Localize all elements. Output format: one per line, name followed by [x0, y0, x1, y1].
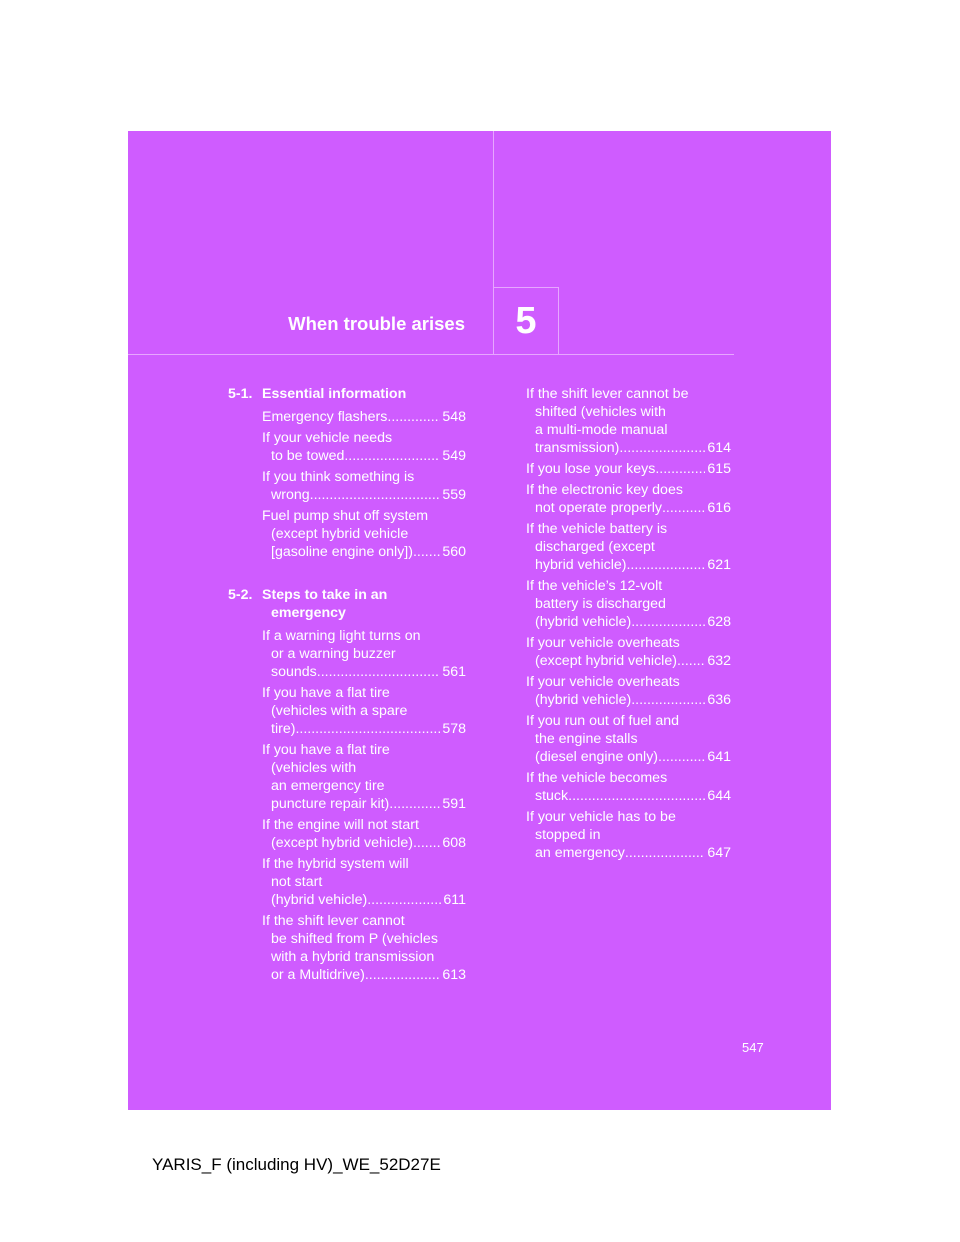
toc-entry-text: with a hybrid transmission — [271, 949, 435, 965]
toc-entry[interactable] — [526, 769, 731, 805]
toc-entry[interactable] — [262, 468, 466, 504]
toc-entry[interactable] — [262, 408, 466, 426]
toc-entry-text: If you have a flat tire — [262, 685, 390, 701]
horizontal-rule — [128, 354, 734, 355]
toc-entry-last-line — [526, 439, 731, 457]
toc-entry[interactable] — [262, 627, 466, 681]
toc-entry-text: a multi-mode manual — [535, 422, 668, 438]
toc-entry-text: shifted (vehicles with — [535, 404, 666, 420]
toc-entry-text: hybrid vehicle) — [535, 557, 627, 573]
section-heading — [228, 385, 466, 403]
chapter-panel — [128, 131, 831, 1110]
toc-entry[interactable] — [526, 577, 731, 631]
toc-right-column — [526, 385, 731, 865]
toc-entry-text: the engine stalls — [535, 731, 638, 747]
toc-page-number: 608 — [442, 835, 466, 851]
section-number: 5-2. — [228, 587, 253, 603]
toc-entry-text: (except hybrid vehicle) — [535, 653, 677, 669]
dot-leader — [413, 834, 440, 852]
footer-document-id: YARIS_F (including HV)_WE_52D27E — [152, 1155, 441, 1174]
toc-entry-last-line — [262, 891, 466, 909]
toc-entry-text: If you run out of fuel and — [526, 713, 680, 729]
toc-entry-last-line — [262, 543, 466, 561]
toc-left-column — [228, 385, 466, 987]
toc-entry-text: If the electronic key does — [526, 482, 683, 498]
toc-entry-last-line — [526, 499, 731, 517]
toc-entry[interactable] — [526, 460, 731, 478]
toc-entry-text: puncture repair kit) — [271, 796, 390, 812]
dot-leader — [310, 486, 441, 504]
toc-page-number: 548 — [442, 409, 466, 425]
toc-entry-last-line — [262, 720, 466, 738]
toc-entry-last-line — [526, 652, 731, 670]
toc-entry-last-line — [526, 844, 731, 862]
toc-page-number: 647 — [707, 845, 731, 861]
dot-leader — [329, 663, 441, 681]
toc-entry-text: (hybrid vehicle) — [535, 692, 632, 708]
toc-entry-last-line — [526, 787, 731, 805]
toc-entry-text: If the hybrid system will — [262, 856, 409, 872]
toc-entry-text: an emergency tire — [271, 778, 385, 794]
toc-entry-last-line — [262, 795, 466, 813]
dot-leader — [295, 720, 440, 738]
dot-leader — [677, 652, 705, 670]
section-heading — [228, 586, 466, 622]
toc-entry-text: If you think something is — [262, 469, 415, 485]
toc-entry-text: stopped in — [535, 827, 601, 843]
toc-entry-text: an emergency — [535, 845, 625, 861]
toc-entry-last-line — [526, 748, 731, 766]
section-title — [262, 385, 466, 403]
toc-entry-last-line — [526, 460, 731, 478]
toc-entry-text: wrong — [271, 487, 310, 503]
section-title-line: Essential information — [262, 386, 407, 402]
toc-page-number: 613 — [442, 967, 466, 983]
toc-entry-last-line — [262, 486, 466, 504]
section-title-line: Steps to take in an — [262, 587, 388, 603]
section-entries — [228, 627, 466, 984]
toc-entry[interactable] — [526, 385, 731, 457]
toc-entry[interactable] — [526, 520, 731, 574]
dot-leader — [631, 613, 705, 631]
toc-page-number: 628 — [707, 614, 731, 630]
toc-entry-text: If the vehicle’s 12-volt — [526, 578, 663, 594]
toc-entry-last-line — [526, 691, 731, 709]
toc-entry-text: (diesel engine only) — [535, 749, 659, 765]
toc-entry-last-line — [262, 834, 466, 852]
section-entries — [526, 385, 731, 862]
toc-entry-text: If your vehicle overheats — [526, 674, 680, 690]
section-number: 5-1. — [228, 386, 253, 402]
dot-leader — [387, 408, 440, 426]
dot-leader — [367, 891, 441, 909]
toc-page-number: 614 — [707, 440, 731, 456]
section-gap — [228, 564, 466, 586]
toc-entry-text: [gasoline engine only]) — [271, 544, 413, 560]
chapter-title: When trouble arises — [288, 313, 465, 334]
toc-page-number: 578 — [442, 721, 466, 737]
toc-entry-text: (except hybrid vehicle — [271, 526, 409, 542]
toc-entry-text: (vehicles with a spare — [271, 703, 408, 719]
toc-entry[interactable] — [262, 684, 466, 738]
section-entries — [228, 408, 466, 561]
toc-entry-text: discharged (except — [535, 539, 655, 555]
toc-entry-text: If the shift lever cannot — [262, 913, 405, 929]
toc-entry-last-line — [526, 613, 731, 631]
toc-entry-text: If your vehicle overheats — [526, 635, 680, 651]
toc-entry[interactable] — [526, 634, 731, 670]
toc-page-number: 644 — [707, 788, 731, 804]
toc-entry[interactable] — [262, 507, 466, 561]
toc-page-number: 615 — [707, 461, 731, 477]
chapter-number: 5 — [493, 287, 559, 354]
toc-entry[interactable] — [526, 808, 731, 862]
toc-entry-last-line — [262, 966, 466, 984]
dot-leader — [413, 543, 440, 561]
toc-page-number: 621 — [707, 557, 731, 573]
toc-entry[interactable] — [262, 855, 466, 909]
toc-page-number: 632 — [707, 653, 731, 669]
dot-leader — [344, 447, 440, 465]
toc-entry-text: sounds... — [271, 664, 329, 680]
toc-entry-text: or a warning buzzer — [271, 646, 396, 662]
toc-page-number: 636 — [707, 692, 731, 708]
toc-page-number: 591 — [442, 796, 466, 812]
toc-entry-text: (hybrid vehicle) — [271, 892, 368, 908]
dot-leader — [626, 556, 705, 574]
toc-entry-text: If a warning light turns on — [262, 628, 421, 644]
page-number: 547 — [742, 1040, 764, 1055]
dot-leader — [658, 748, 705, 766]
toc-page-number: 560 — [442, 544, 466, 560]
toc-entry[interactable] — [526, 712, 731, 766]
toc-entry-text: Fuel pump shut off system — [262, 508, 429, 524]
dot-leader — [625, 844, 705, 862]
toc-entry-last-line — [262, 447, 466, 465]
toc-entry-text: If the vehicle becomes — [526, 770, 668, 786]
toc-page-number: 559 — [442, 487, 466, 503]
toc-entry-text: be shifted from P (vehicles — [271, 931, 438, 947]
toc-entry[interactable] — [262, 912, 466, 984]
toc-page-number: 641 — [707, 749, 731, 765]
toc-entry-text: If the shift lever cannot be — [526, 386, 689, 402]
toc-entry-text: (except hybrid vehicle) — [271, 835, 413, 851]
toc-entry-text: to be towed — [271, 448, 345, 464]
section-title-line: emergency — [271, 605, 346, 621]
section-title — [262, 586, 466, 622]
toc-page-number: 611 — [443, 892, 466, 908]
toc-entry-text: battery is discharged — [535, 596, 666, 612]
toc-entry-text: or a Multidrive) — [271, 967, 365, 983]
dot-leader — [568, 787, 705, 805]
toc-entry-text: If your vehicle has to be — [526, 809, 676, 825]
toc-entry-last-line — [526, 556, 731, 574]
toc-entry-text: Emergency flashers — [262, 409, 388, 425]
toc-entry-text: If you have a flat tire — [262, 742, 390, 758]
toc-entry[interactable] — [262, 429, 466, 465]
dot-leader — [365, 966, 441, 984]
toc-entry-text: tire) — [271, 721, 296, 737]
toc-entry-text: stuck — [535, 788, 569, 804]
toc-entry-text: (hybrid vehicle) — [535, 614, 632, 630]
toc-entry[interactable] — [526, 673, 731, 709]
toc-entry-last-line — [262, 663, 466, 681]
toc-page-number: 549 — [442, 448, 466, 464]
toc-entry[interactable] — [262, 741, 466, 813]
toc-entry-text: If the engine will not start — [262, 817, 419, 833]
toc-entry-last-line — [262, 408, 466, 426]
toc-entry-text: not operate properly — [535, 500, 662, 516]
toc-entry-text: transmission) — [535, 440, 620, 456]
toc-page-number: 561 — [442, 664, 466, 680]
dot-leader — [389, 795, 440, 813]
toc-entry-text: (vehicles with — [271, 760, 357, 776]
dot-leader — [655, 460, 705, 478]
toc-entry-text: not start — [271, 874, 323, 890]
toc-entry-text: If you lose your keys — [526, 461, 656, 477]
toc-entry[interactable] — [262, 816, 466, 852]
dot-leader — [631, 691, 705, 709]
toc-page-number: 616 — [707, 500, 731, 516]
dot-leader — [662, 499, 705, 517]
toc-entry-text: If the vehicle battery is — [526, 521, 668, 537]
dot-leader — [619, 439, 705, 457]
toc-entry[interactable] — [526, 481, 731, 517]
toc-entry-text: If your vehicle needs — [262, 430, 393, 446]
